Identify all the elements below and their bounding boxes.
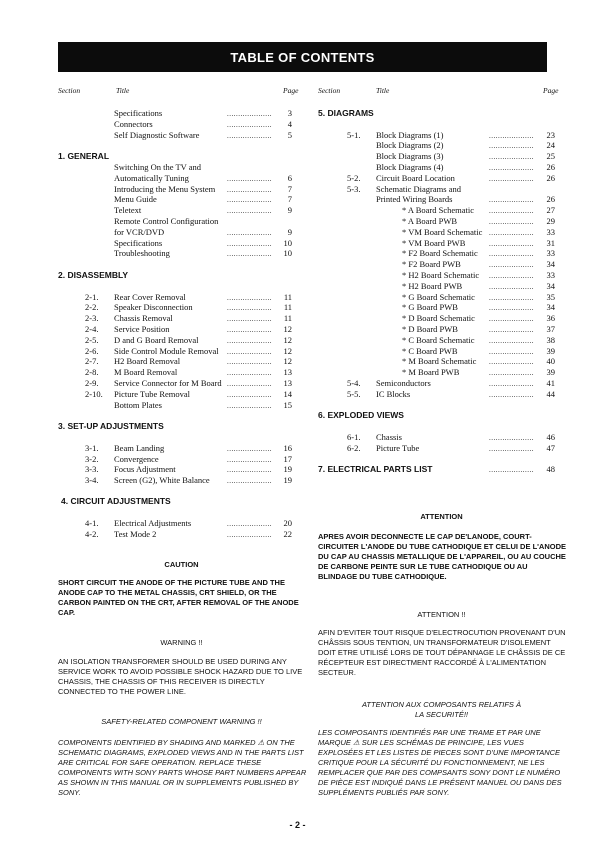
- entry-title: * C Board PWB: [402, 346, 458, 356]
- page-number-ref: 10: [283, 248, 292, 258]
- right-page-header: Page: [543, 86, 559, 95]
- attention-title: ATTENTION: [420, 512, 463, 521]
- leader-dots: [489, 302, 534, 313]
- toc-entry: [58, 400, 292, 411]
- toc-entry: [318, 151, 555, 162]
- leader-dots: [227, 356, 272, 367]
- entry-title: Convergence: [114, 454, 159, 464]
- section-heading: 6. EXPLODED VIEWS: [318, 410, 404, 420]
- caution-title: CAUTION: [164, 560, 199, 569]
- entry-title: Picture Tube Removal: [114, 389, 191, 399]
- toc-entry: [318, 140, 555, 151]
- entry-title: Automatically Tuning: [114, 173, 189, 183]
- page-number-ref: 19: [283, 464, 292, 474]
- entry-title: * A Board Schematic: [402, 205, 475, 215]
- page-number-ref: 33: [546, 248, 555, 258]
- entry-title: Troubleshooting: [114, 248, 170, 258]
- entry-number: 4-1.: [85, 518, 99, 528]
- toc-entry: [318, 443, 555, 454]
- page-number-ref: 37: [546, 324, 555, 334]
- page-number-ref: 12: [283, 346, 292, 356]
- entry-title: * H2 Board PWB: [402, 281, 463, 291]
- page-number-ref: 13: [283, 367, 292, 377]
- toc-entry: [318, 356, 555, 367]
- entry-number: 5-1.: [347, 130, 361, 140]
- toc-entry: [318, 259, 555, 270]
- leader-dots: [489, 335, 534, 346]
- leader-dots: [489, 151, 534, 162]
- entry-title: Introducing the Menu System: [114, 184, 216, 194]
- entry-number: 5-3.: [347, 184, 361, 194]
- leader-dots: [227, 130, 272, 141]
- entry-title: Block Diagrams (4): [376, 162, 444, 172]
- page-number-ref: 47: [546, 443, 555, 453]
- leader-dots: [489, 378, 534, 389]
- attention-text: APRES AVOIR DECONNECTE LE CAP DE'LANODE, COURT-CIRCUITER L'ANODE DU TUBE CATHODIQUE ET CELUI DE L'ANODE DU CAP AU CHASSIS METALLIQUE DE L'APPAREIL, OU AU COUCHE DE CARBONE PEINTE SUR LE TUBE CATHODIQUE OU AU BLINDAGE DU TUBE CATHODIQUE.: [318, 532, 567, 581]
- attention2-text: AFIN D'EVITER TOUT RISQUE D'ELECTROCUTION PROVENANT D'UN CHÂSSIS SOUS TENTION, UN TRANSFORMATEUR D'ISOLEMENT DOIT ETRE UTILISÉ LORS DE TOUT DÉPANNAGE LE CHÂSSIS DE CE RÉCEPTEUR EST DIRECTMENT RACCORDÉ À L'ALIMENTATION SECTEUR.: [318, 628, 566, 677]
- entry-title: * VM Board PWB: [402, 238, 466, 248]
- toc-entry: [58, 378, 292, 389]
- page-number-ref: 34: [546, 302, 555, 312]
- toc-entry: [58, 518, 292, 529]
- entry-number: 4-2.: [85, 529, 99, 539]
- right-title-header: Title: [376, 86, 390, 95]
- page-number-ref: 35: [546, 292, 555, 302]
- leader-dots: [489, 259, 534, 270]
- section-heading: 3. SET-UP ADJUSTMENTS: [58, 421, 164, 431]
- toc-entry: [318, 281, 555, 292]
- entry-number: 5-2.: [347, 173, 361, 183]
- page-number-ref: 26: [546, 162, 555, 172]
- leader-dots: [227, 378, 272, 389]
- page-number-ref: 46: [546, 432, 555, 442]
- entry-number: 3-2.: [85, 454, 99, 464]
- entry-number: 2-6.: [85, 346, 99, 356]
- leader-dots: [227, 194, 272, 205]
- entry-title: Electrical Adjustments: [114, 518, 192, 528]
- toc-entry: [318, 227, 555, 238]
- entry-title: Test Mode 2: [114, 529, 157, 539]
- page-number-ref: 15: [283, 400, 292, 410]
- entry-title: Schematic Diagrams and: [376, 184, 461, 194]
- entry-number: 2-3.: [85, 313, 99, 323]
- leader-dots: [227, 313, 272, 324]
- page-number: - 2 -: [289, 820, 306, 830]
- page-number-ref: 26: [546, 173, 555, 183]
- page-number-ref: 10: [283, 238, 292, 248]
- leader-dots: [489, 270, 534, 281]
- leader-dots: [227, 173, 272, 184]
- leader-dots: [227, 443, 272, 454]
- page-number-ref: 22: [283, 529, 292, 539]
- page-number-ref: 24: [546, 140, 555, 150]
- leader-dots: [489, 173, 534, 184]
- page-number-ref: 9: [287, 205, 292, 215]
- entry-title: Chassis Removal: [114, 313, 173, 323]
- page-number-ref: 14: [283, 389, 292, 399]
- leader-dots: [489, 389, 534, 400]
- toc-entry: [318, 313, 555, 324]
- leader-dots: [489, 248, 534, 259]
- entry-title: IC Blocks: [376, 389, 411, 399]
- entry-number: 2-10.: [85, 389, 103, 399]
- entry-title: * M Board Schematic: [402, 356, 477, 366]
- attention3-title: ATTENTION AUX COMPOSANTS RELATIFS À LA SECURITÉ!!: [361, 700, 522, 719]
- entry-number: 3-1.: [85, 443, 99, 453]
- entry-number: 2-5.: [85, 335, 99, 345]
- entry-title: * A Board PWB: [402, 216, 458, 226]
- page-number-ref: 48: [546, 464, 555, 474]
- section-heading: 5. DIAGRAMS: [318, 108, 374, 118]
- entry-title: Self Diagnostic Software: [114, 130, 200, 140]
- page-number-ref: 16: [283, 443, 292, 453]
- leader-dots: [227, 108, 272, 119]
- entry-title: * VM Board Schematic: [402, 227, 483, 237]
- page-number-ref: 33: [546, 227, 555, 237]
- toc-entry: [318, 367, 555, 378]
- page-number-ref: 12: [283, 335, 292, 345]
- toc-entry: [58, 475, 292, 486]
- leader-dots: [489, 464, 534, 475]
- leader-dots: [227, 367, 272, 378]
- toc-entry: [58, 248, 292, 259]
- toc-entry: [318, 378, 555, 389]
- entry-title: Block Diagrams (2): [376, 140, 444, 150]
- page-number-ref: 3: [287, 108, 292, 118]
- entry-title: * H2 Board Schematic: [402, 270, 480, 280]
- leader-dots: [489, 227, 534, 238]
- entry-title: for VCR/DVD: [114, 227, 165, 237]
- page-number-ref: 33: [546, 270, 555, 280]
- toc-entry: [318, 270, 555, 281]
- entry-title: Block Diagrams (3): [376, 151, 444, 161]
- entry-title: Side Control Module Removal: [114, 346, 219, 356]
- leader-dots: [227, 324, 272, 335]
- entry-title: Rear Cover Removal: [114, 292, 186, 302]
- entry-title: Bottom Plates: [114, 400, 162, 410]
- entry-number: 2-7.: [85, 356, 99, 366]
- entry-title: H2 Board Removal: [114, 356, 181, 366]
- section-page-row: [318, 464, 555, 475]
- page-number-ref: 34: [546, 259, 555, 269]
- section-heading: 2. DISASSEMBLY: [58, 270, 129, 280]
- toc-entry: [58, 194, 292, 205]
- right-section-header: Section: [318, 86, 341, 95]
- toc-entry: [58, 130, 292, 141]
- toc-entry: [58, 216, 292, 227]
- entry-number: 6-2.: [347, 443, 361, 453]
- leader-dots: [227, 335, 272, 346]
- toc-entry: [58, 529, 292, 540]
- section-heading: 4. CIRCUIT ADJUSTMENTS: [61, 496, 171, 506]
- leader-dots: [227, 400, 272, 411]
- entry-title: * F2 Board PWB: [402, 259, 461, 269]
- toc-entry: [318, 389, 555, 400]
- entry-title: * C Board Schematic: [402, 335, 475, 345]
- page-number-ref: 26: [546, 194, 555, 204]
- leader-dots: [227, 389, 272, 400]
- leader-dots: [227, 119, 272, 130]
- leader-dots: [489, 356, 534, 367]
- safety-warning-text: COMPONENTS IDENTIFIED BY SHADING AND MARKED ⚠ ON THE SCHEMATIC DIAGRAMS, EXPLODED VIEWS AND IN THE PARTS LIST ARE CRITICAL FOR SAFE OPERATION. REPLACE THESE COMPONENTS WITH SONY PARTS WHOSE PART NUMBERS APPEAR AS SHOWN IN THIS MANUAL OR IN SUPPLEMENTS PUBLISHED BY SONY.: [58, 738, 307, 797]
- toc-entry: [58, 356, 292, 367]
- entry-number: 6-1.: [347, 432, 361, 442]
- toc-entry: [318, 335, 555, 346]
- entry-number: 2-2.: [85, 302, 99, 312]
- toc-entry: [318, 216, 555, 227]
- entry-title: * F2 Board Schematic: [402, 248, 478, 258]
- toc-entry: [58, 367, 292, 378]
- page-number-ref: 7: [287, 184, 292, 194]
- page-number-ref: 36: [546, 313, 555, 323]
- entry-number: 5-4.: [347, 378, 361, 388]
- toc-entry: [58, 302, 292, 313]
- toc-entry: [58, 324, 292, 335]
- toc-entry: [318, 324, 555, 335]
- page-number-ref: 6: [287, 173, 292, 183]
- page-number-ref: 11: [283, 292, 292, 302]
- entry-title: * M Board PWB: [402, 367, 460, 377]
- leader-dots: [227, 302, 272, 313]
- toc-entry: [318, 432, 555, 443]
- leader-dots: [489, 281, 534, 292]
- entry-title: Semiconductors: [376, 378, 431, 388]
- warning-text: AN ISOLATION TRANSFORMER SHOULD BE USED DURING ANY SERVICE WORK TO AVOID POSSIBLE SHOCK HAZARD DUE TO LIVE CHASSIS, THE CHASSIS OF THIS RECEIVER IS DIRECTLY CONNECTED TO THE POWER LINE.: [58, 657, 303, 696]
- toc-entry: [58, 227, 292, 238]
- toc-entry: [58, 205, 292, 216]
- entry-number: 2-4.: [85, 324, 99, 334]
- left-page-header: Page: [283, 86, 299, 95]
- entry-title: * D Board PWB: [402, 324, 458, 334]
- leader-dots: [489, 367, 534, 378]
- left-section-header: Section: [58, 86, 81, 95]
- safety-warning-title: SAFETY-RELATED COMPONENT WARNING !!: [101, 717, 262, 726]
- leader-dots: [227, 205, 272, 216]
- entry-title: Menu Guide: [114, 194, 157, 204]
- entry-title: Block Diagrams (1): [376, 130, 444, 140]
- toc-entry: [58, 108, 292, 119]
- page-number-ref: 12: [283, 324, 292, 334]
- leader-dots: [227, 227, 272, 238]
- page-number-ref: 13: [283, 378, 292, 388]
- toc-entry: [318, 205, 555, 216]
- toc-entry: [318, 162, 555, 173]
- page-number-ref: 40: [546, 356, 555, 366]
- toc-entry: [58, 162, 292, 173]
- leader-dots: [489, 162, 534, 173]
- toc-entry: [58, 464, 292, 475]
- caution-text: SHORT CIRCUIT THE ANODE OF THE PICTURE TUBE AND THE ANODE CAP TO THE METAL CHASSIS, CRT SHIELD, OR THE CARBON PAINTED ON THE CRT, AFTER REMOVAL OF THE ANODE CAP.: [58, 578, 299, 617]
- section-heading: 7. ELECTRICAL PARTS LIST: [318, 464, 433, 474]
- leader-dots: [227, 529, 272, 540]
- toc-entry: [58, 119, 292, 130]
- page-number-ref: 39: [546, 346, 555, 356]
- page-number-ref: 17: [283, 454, 292, 464]
- leader-dots: [489, 443, 534, 454]
- entry-title: Chassis: [376, 432, 402, 442]
- page-number-ref: 12: [283, 356, 292, 366]
- attention2-title: ATTENTION !!: [417, 610, 466, 619]
- entry-title: Beam Landing: [114, 443, 165, 453]
- entry-title: D and G Board Removal: [114, 335, 199, 345]
- toc-entry: [58, 335, 292, 346]
- entry-title: Service Connector for M Board: [114, 378, 222, 388]
- leader-dots: [489, 313, 534, 324]
- page-number-ref: 9: [287, 227, 292, 237]
- entry-title: Circuit Board Location: [376, 173, 455, 183]
- toc-entry: [318, 248, 555, 259]
- page-number-ref: 44: [546, 389, 555, 399]
- page-number-ref: 19: [283, 475, 292, 485]
- page-number-ref: 11: [283, 302, 292, 312]
- leader-dots: [489, 324, 534, 335]
- section-heading: 1. GENERAL: [58, 151, 110, 161]
- entry-number: 5-5.: [347, 389, 361, 399]
- toc-entry: [58, 173, 292, 184]
- leader-dots: [227, 248, 272, 259]
- entry-title: Connectors: [114, 119, 153, 129]
- entry-title: Screen (G2), White Balance: [114, 475, 210, 485]
- entry-title: M Board Removal: [114, 367, 178, 377]
- leader-dots: [489, 216, 534, 227]
- leader-dots: [227, 475, 272, 486]
- entry-title: * G Board Schematic: [402, 292, 475, 302]
- warning-title: WARNING !!: [160, 638, 203, 647]
- entry-title: Specifications: [114, 238, 163, 248]
- toc-title-banner: TABLE OF CONTENTS: [58, 42, 547, 72]
- toc-entry: [318, 194, 555, 205]
- entry-number: 3-4.: [85, 475, 99, 485]
- entry-number: 2-8.: [85, 367, 99, 377]
- entry-number: 3-3.: [85, 464, 99, 474]
- entry-title: Speaker Disconnection: [114, 302, 193, 312]
- page-number-ref: 27: [546, 205, 555, 215]
- page-number-ref: 34: [546, 281, 555, 291]
- page-number-ref: 39: [546, 367, 555, 377]
- leader-dots: [489, 205, 534, 216]
- toc-entry: [58, 389, 292, 400]
- entry-title: Focus Adjustment: [114, 464, 176, 474]
- entry-title: Specifications: [114, 108, 163, 118]
- page-number-ref: 29: [546, 216, 555, 226]
- leader-dots: [489, 194, 534, 205]
- entry-title: * G Board PWB: [402, 302, 458, 312]
- leader-dots: [489, 432, 534, 443]
- entry-title: Teletext: [114, 205, 142, 215]
- page-number-ref: 41: [546, 378, 555, 388]
- page-number-ref: 20: [283, 518, 292, 528]
- page-number-ref: 31: [546, 238, 555, 248]
- toc-entry: [58, 313, 292, 324]
- entry-title: Switching On the TV and: [114, 162, 202, 172]
- entry-title: Service Position: [114, 324, 170, 334]
- leader-dots: [227, 518, 272, 529]
- entry-title: Picture Tube: [376, 443, 420, 453]
- page-number-ref: 25: [546, 151, 555, 161]
- page-number-ref: 4: [287, 119, 292, 129]
- toc-entry: [318, 173, 555, 184]
- page-number-ref: 7: [287, 194, 292, 204]
- toc-entry: [318, 302, 555, 313]
- entry-title: Remote Control Configuration: [114, 216, 219, 226]
- attention3-text: LES COMPOSANTS IDENTIFIÉS PAR UNE TRAME ET PAR UNE MARQUE ⚠ SUR LES SCHÉMAS DE PRINCIPE, LES VUES EXPLOSÉES ET LES LISTES DE PIECES SONT D'UNE IMPORTANCE CRITIQUE POUR LA SÉCURITÉ DU FONCTIONNEMENT, NE LES REMPLACER QUE PAR DES COMPSANTS SONY DONT LE NUMÉRO DE PIÈCE EST INDIQUÉ DANS LE PRÉSENT MANUEL OU DANS DES SUPPLÉMENTS PUBLIÉS PAR SONY.: [318, 728, 562, 797]
- entry-number: 2-9.: [85, 378, 99, 388]
- page-number-ref: 11: [283, 313, 292, 323]
- page-number-ref: 23: [546, 130, 555, 140]
- toc-entry: [58, 443, 292, 454]
- leader-dots: [489, 140, 534, 151]
- entry-title: * D Board Schematic: [402, 313, 475, 323]
- page-number-ref: 5: [287, 130, 292, 140]
- entry-number: 2-1.: [85, 292, 99, 302]
- left-title-header: Title: [116, 86, 130, 95]
- leader-dots: [227, 464, 272, 475]
- page-number-ref: 38: [546, 335, 555, 345]
- entry-title: Printed Wiring Boards: [376, 194, 453, 204]
